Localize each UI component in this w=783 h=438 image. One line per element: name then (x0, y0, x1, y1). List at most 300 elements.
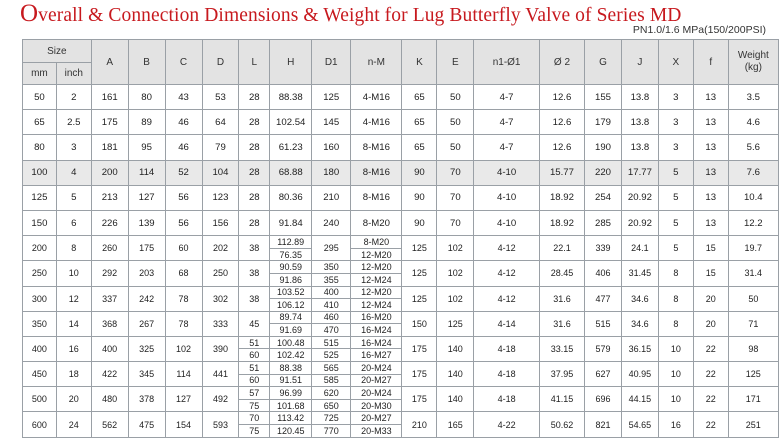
dim-a-cell: 161 (91, 85, 128, 110)
dim-e-cell: 50 (437, 85, 474, 110)
dim-j-cell: 17.77 (621, 160, 658, 185)
dim-c-cell: 114 (165, 362, 202, 387)
size-inch-cell: 8 (56, 236, 91, 261)
header-phi2: Ø 2 (539, 40, 584, 85)
weight-kg-cell: 7.6 (728, 160, 778, 185)
dim-x-cell: 10 (658, 362, 693, 387)
header-weight: Weight (kg) (728, 40, 778, 85)
dim-b-cell: 242 (128, 286, 165, 311)
dim-e-cell: 70 (437, 185, 474, 210)
dim-j-cell: 13.8 (621, 135, 658, 160)
size-mm-cell: 80 (23, 135, 57, 160)
dim-f-cell: 13 (693, 160, 728, 185)
dim-e-cell: 140 (437, 362, 474, 387)
dim-b-cell: 267 (128, 311, 165, 336)
size-inch-cell: 20 (56, 387, 91, 412)
table-row (23, 311, 779, 324)
hole-n1-cell: 4-7 (474, 110, 540, 135)
dim-g-cell: 339 (585, 236, 622, 261)
dim-e-cell: 70 (437, 210, 474, 235)
table-row (23, 85, 779, 110)
size-mm-cell: 200 (23, 236, 57, 261)
dim-phi2-cell: 31.6 (539, 311, 584, 336)
table-row (23, 286, 779, 299)
dim-b-cell: 80 (128, 85, 165, 110)
dim-k-cell: 125 (402, 261, 437, 286)
hole-n1-cell: 4-18 (474, 362, 540, 387)
table-row (23, 387, 779, 400)
dim-x-cell: 5 (658, 236, 693, 261)
dim-l-cell: 28 (239, 85, 270, 110)
size-mm-cell: 300 (23, 286, 57, 311)
dim-x-cell: 8 (658, 311, 693, 336)
dim-d-cell: 104 (202, 160, 239, 185)
dim-k-cell: 175 (402, 362, 437, 387)
dim-l-cell-alt: 75 (239, 425, 270, 438)
dim-d1-cell: 240 (312, 210, 351, 235)
header-n1: n1-Ø1 (474, 40, 540, 85)
dim-g-cell: 821 (585, 412, 622, 437)
bolt-n-m-cell: 20-M27 (351, 412, 402, 425)
hole-n1-cell: 4-18 (474, 387, 540, 412)
dim-j-cell: 36.15 (621, 336, 658, 361)
dim-d1-cell: 160 (312, 135, 351, 160)
dim-h-cell: 96.99 (270, 387, 312, 400)
dim-x-cell: 8 (658, 261, 693, 286)
dim-l-cell: 38 (239, 236, 270, 261)
dim-e-cell: 125 (437, 311, 474, 336)
size-inch-cell: 2.5 (56, 110, 91, 135)
bolt-n-m-cell-alt: 12-M24 (351, 273, 402, 286)
header-f: f (693, 40, 728, 85)
dim-f-cell: 20 (693, 311, 728, 336)
dim-k-cell: 65 (402, 85, 437, 110)
dim-f-cell: 13 (693, 110, 728, 135)
page-title (20, 0, 681, 28)
dim-h-cell-alt: 91.51 (270, 374, 312, 387)
size-mm-cell: 125 (23, 185, 57, 210)
dim-x-cell: 10 (658, 336, 693, 361)
bolt-n-m-cell: 20-M24 (351, 387, 402, 400)
weight-kg-cell: 19.7 (728, 236, 778, 261)
bolt-n-m-cell-alt: 16-M27 (351, 349, 402, 362)
dim-d1-cell: 210 (312, 185, 351, 210)
bolt-n-m-cell: 8-M16 (351, 135, 402, 160)
size-inch-cell: 6 (56, 210, 91, 235)
pressure-rating: PN1.0/1.6 MPa(150/200PSI) (632, 24, 766, 36)
dim-b-cell: 345 (128, 362, 165, 387)
dim-h-cell: 89.74 (270, 311, 312, 324)
size-mm-cell: 450 (23, 362, 57, 387)
header-mm: mm (23, 63, 57, 85)
weight-kg-cell: 3.5 (728, 85, 778, 110)
dim-x-cell: 5 (658, 185, 693, 210)
hole-n1-cell: 4-10 (474, 185, 540, 210)
dim-e-cell: 70 (437, 160, 474, 185)
header-l: L (239, 40, 270, 85)
header-a: A (91, 40, 128, 85)
dim-d1-cell-alt: 525 (312, 349, 351, 362)
size-inch-cell: 2 (56, 85, 91, 110)
dim-c-cell: 154 (165, 412, 202, 437)
bolt-n-m-cell: 12-M20 (351, 261, 402, 274)
dim-d1-cell: 515 (312, 336, 351, 349)
dim-g-cell: 190 (585, 135, 622, 160)
dim-x-cell: 5 (658, 210, 693, 235)
dim-c-cell: 78 (165, 311, 202, 336)
dim-d1-cell-alt: 585 (312, 374, 351, 387)
header-j: J (621, 40, 658, 85)
dim-h-cell: 102.54 (270, 110, 312, 135)
dim-k-cell: 65 (402, 110, 437, 135)
dim-j-cell: 20.92 (621, 210, 658, 235)
dim-k-cell: 90 (402, 160, 437, 185)
dim-h-cell-alt: 102.42 (270, 349, 312, 362)
dim-c-cell: 127 (165, 387, 202, 412)
dim-k-cell: 65 (402, 135, 437, 160)
size-inch-cell: 10 (56, 261, 91, 286)
dim-e-cell: 140 (437, 387, 474, 412)
table-body (23, 85, 779, 438)
hole-n1-cell: 4-12 (474, 236, 540, 261)
size-mm-cell: 600 (23, 412, 57, 437)
dim-c-cell: 52 (165, 160, 202, 185)
dim-d1-cell: 725 (312, 412, 351, 425)
dim-c-cell: 102 (165, 336, 202, 361)
dim-d1-cell: 460 (312, 311, 351, 324)
header-inch: inch (56, 63, 91, 85)
hole-n1-cell: 4-14 (474, 311, 540, 336)
dim-d-cell: 64 (202, 110, 239, 135)
header-b: B (128, 40, 165, 85)
dim-a-cell: 175 (91, 110, 128, 135)
size-inch-cell: 18 (56, 362, 91, 387)
dim-h-cell-alt: 91.86 (270, 273, 312, 286)
table-row (23, 412, 779, 425)
bolt-n-m-cell: 8-M16 (351, 160, 402, 185)
dim-l-cell: 28 (239, 135, 270, 160)
bolt-n-m-cell-alt: 20-M30 (351, 399, 402, 412)
size-inch-cell: 4 (56, 160, 91, 185)
dim-g-cell: 254 (585, 185, 622, 210)
dim-d1-cell: 145 (312, 110, 351, 135)
weight-kg-cell: 10.4 (728, 185, 778, 210)
dim-phi2-cell: 28.45 (539, 261, 584, 286)
dim-e-cell: 50 (437, 135, 474, 160)
dim-h-cell: 112.89 (270, 236, 312, 249)
table-row (23, 362, 779, 375)
bolt-n-m-cell: 8-M16 (351, 185, 402, 210)
dim-x-cell: 3 (658, 110, 693, 135)
dim-b-cell: 95 (128, 135, 165, 160)
dim-l-cell-alt: 60 (239, 349, 270, 362)
dim-d1-cell: 295 (312, 236, 351, 261)
dim-c-cell: 56 (165, 210, 202, 235)
dim-d-cell: 53 (202, 85, 239, 110)
dim-b-cell: 378 (128, 387, 165, 412)
dim-b-cell: 139 (128, 210, 165, 235)
dim-phi2-cell: 18.92 (539, 185, 584, 210)
dim-f-cell: 22 (693, 362, 728, 387)
table-row (23, 336, 779, 349)
dim-phi2-cell: 50.62 (539, 412, 584, 437)
dim-phi2-cell: 12.6 (539, 110, 584, 135)
hole-n1-cell: 4-7 (474, 85, 540, 110)
dim-d-cell: 202 (202, 236, 239, 261)
bolt-n-m-cell-alt: 20-M27 (351, 374, 402, 387)
dim-a-cell: 260 (91, 236, 128, 261)
dim-b-cell: 89 (128, 110, 165, 135)
dim-d-cell: 492 (202, 387, 239, 412)
dim-d-cell: 333 (202, 311, 239, 336)
header-n-m: n-M (351, 40, 402, 85)
hole-n1-cell: 4-18 (474, 336, 540, 361)
table-row (23, 135, 779, 160)
dim-d-cell: 156 (202, 210, 239, 235)
dim-h-cell-alt: 91.69 (270, 324, 312, 337)
dim-x-cell: 3 (658, 135, 693, 160)
dim-h-cell: 88.38 (270, 362, 312, 375)
dim-k-cell: 90 (402, 185, 437, 210)
table-row (23, 185, 779, 210)
dim-x-cell: 3 (658, 85, 693, 110)
size-mm-cell: 350 (23, 311, 57, 336)
table-header (23, 40, 779, 85)
dim-f-cell: 13 (693, 135, 728, 160)
bolt-n-m-cell-alt: 12-M24 (351, 299, 402, 312)
hole-n1-cell: 4-12 (474, 286, 540, 311)
weight-kg-cell: 4.6 (728, 110, 778, 135)
dim-a-cell: 480 (91, 387, 128, 412)
dim-b-cell: 203 (128, 261, 165, 286)
dim-l-cell-alt: 75 (239, 399, 270, 412)
title-text: verall & Connection Dimensions & Weight for Lug Butterfly Valve of Series MD (38, 5, 682, 26)
size-inch-cell: 24 (56, 412, 91, 437)
dim-c-cell: 60 (165, 236, 202, 261)
dim-b-cell: 175 (128, 236, 165, 261)
dim-x-cell: 16 (658, 412, 693, 437)
dim-l-cell: 28 (239, 185, 270, 210)
size-inch-cell: 3 (56, 135, 91, 160)
dim-g-cell: 285 (585, 210, 622, 235)
size-mm-cell: 250 (23, 261, 57, 286)
dim-d-cell: 302 (202, 286, 239, 311)
dim-h-cell: 68.88 (270, 160, 312, 185)
dim-j-cell: 20.92 (621, 185, 658, 210)
dim-x-cell: 5 (658, 160, 693, 185)
size-mm-cell: 150 (23, 210, 57, 235)
dim-f-cell: 13 (693, 85, 728, 110)
dim-phi2-cell: 31.6 (539, 286, 584, 311)
header-h: H (270, 40, 312, 85)
dim-h-cell-alt: 76.35 (270, 248, 312, 261)
size-mm-cell: 50 (23, 85, 57, 110)
dim-phi2-cell: 12.6 (539, 135, 584, 160)
hole-n1-cell: 4-10 (474, 160, 540, 185)
dim-k-cell: 125 (402, 286, 437, 311)
dim-j-cell: 13.8 (621, 110, 658, 135)
size-inch-cell: 12 (56, 286, 91, 311)
dim-a-cell: 200 (91, 160, 128, 185)
dim-h-cell: 61.23 (270, 135, 312, 160)
header-size: Size (23, 40, 92, 63)
dim-a-cell: 213 (91, 185, 128, 210)
dim-k-cell: 175 (402, 387, 437, 412)
dim-f-cell: 15 (693, 236, 728, 261)
dim-k-cell: 90 (402, 210, 437, 235)
dim-f-cell: 20 (693, 286, 728, 311)
dim-d1-cell-alt: 650 (312, 399, 351, 412)
size-inch-cell: 5 (56, 185, 91, 210)
dim-d1-cell-alt: 470 (312, 324, 351, 337)
dim-j-cell: 13.8 (621, 85, 658, 110)
dim-a-cell: 368 (91, 311, 128, 336)
dim-a-cell: 400 (91, 336, 128, 361)
dim-d1-cell: 400 (312, 286, 351, 299)
dim-d1-cell: 180 (312, 160, 351, 185)
dim-k-cell: 150 (402, 311, 437, 336)
dimensions-table (22, 39, 779, 438)
dim-d1-cell-alt: 770 (312, 425, 351, 438)
dim-e-cell: 165 (437, 412, 474, 437)
dim-l-cell-alt: 60 (239, 374, 270, 387)
header-d1: D1 (312, 40, 351, 85)
bolt-n-m-cell-alt: 16-M24 (351, 324, 402, 337)
dim-l-cell: 38 (239, 261, 270, 286)
dim-l-cell: 28 (239, 110, 270, 135)
weight-kg-cell: 171 (728, 387, 778, 412)
size-mm-cell: 400 (23, 336, 57, 361)
bolt-n-m-cell: 16-M20 (351, 311, 402, 324)
weight-kg-cell: 31.4 (728, 261, 778, 286)
dim-a-cell: 181 (91, 135, 128, 160)
dim-h-cell-alt: 106.12 (270, 299, 312, 312)
bolt-n-m-cell: 4-M16 (351, 110, 402, 135)
hole-n1-cell: 4-22 (474, 412, 540, 437)
weight-kg-cell: 98 (728, 336, 778, 361)
dim-c-cell: 46 (165, 135, 202, 160)
dim-b-cell: 127 (128, 185, 165, 210)
dim-phi2-cell: 12.6 (539, 85, 584, 110)
bolt-n-m-cell: 20-M24 (351, 362, 402, 375)
dim-a-cell: 292 (91, 261, 128, 286)
dim-e-cell: 140 (437, 336, 474, 361)
header-c: C (165, 40, 202, 85)
dim-h-cell: 103.52 (270, 286, 312, 299)
dim-j-cell: 44.15 (621, 387, 658, 412)
table-row (23, 210, 779, 235)
dim-x-cell: 10 (658, 387, 693, 412)
dim-j-cell: 34.6 (621, 311, 658, 336)
bolt-n-m-cell-alt: 20-M33 (351, 425, 402, 438)
dim-phi2-cell: 37.95 (539, 362, 584, 387)
dim-d1-cell: 350 (312, 261, 351, 274)
dim-a-cell: 422 (91, 362, 128, 387)
dim-f-cell: 22 (693, 336, 728, 361)
size-inch-cell: 14 (56, 311, 91, 336)
dim-e-cell: 102 (437, 286, 474, 311)
dim-h-cell: 80.36 (270, 185, 312, 210)
dim-g-cell: 220 (585, 160, 622, 185)
dim-phi2-cell: 41.15 (539, 387, 584, 412)
dim-j-cell: 34.6 (621, 286, 658, 311)
dim-l-cell: 51 (239, 336, 270, 349)
dim-f-cell: 22 (693, 412, 728, 437)
dim-phi2-cell: 22.1 (539, 236, 584, 261)
dim-h-cell: 88.38 (270, 85, 312, 110)
dim-e-cell: 102 (437, 261, 474, 286)
dim-h-cell: 90.59 (270, 261, 312, 274)
dim-g-cell: 627 (585, 362, 622, 387)
dim-c-cell: 43 (165, 85, 202, 110)
dim-c-cell: 68 (165, 261, 202, 286)
dim-f-cell: 22 (693, 387, 728, 412)
dim-l-cell: 57 (239, 387, 270, 400)
dim-a-cell: 226 (91, 210, 128, 235)
dim-j-cell: 54.65 (621, 412, 658, 437)
dim-d-cell: 79 (202, 135, 239, 160)
dim-e-cell: 50 (437, 110, 474, 135)
title-initial: O (20, 0, 39, 27)
dim-f-cell: 15 (693, 261, 728, 286)
bolt-n-m-cell-alt: 12-M20 (351, 248, 402, 261)
dim-l-cell: 51 (239, 362, 270, 375)
bolt-n-m-cell: 16-M24 (351, 336, 402, 349)
dim-l-cell: 70 (239, 412, 270, 425)
header-d: D (202, 40, 239, 85)
dim-h-cell: 91.84 (270, 210, 312, 235)
dim-g-cell: 406 (585, 261, 622, 286)
table-row (23, 236, 779, 249)
dim-e-cell: 102 (437, 236, 474, 261)
dim-j-cell: 40.95 (621, 362, 658, 387)
dim-phi2-cell: 15.77 (539, 160, 584, 185)
weight-kg-cell: 125 (728, 362, 778, 387)
dim-d1-cell-alt: 355 (312, 273, 351, 286)
dim-a-cell: 337 (91, 286, 128, 311)
dim-l-cell: 38 (239, 286, 270, 311)
bolt-n-m-cell: 12-M20 (351, 286, 402, 299)
header-g: G (585, 40, 622, 85)
dim-d-cell: 250 (202, 261, 239, 286)
dim-k-cell: 210 (402, 412, 437, 437)
dim-h-cell: 113.42 (270, 412, 312, 425)
dim-l-cell: 28 (239, 160, 270, 185)
dim-h-cell-alt: 101.68 (270, 399, 312, 412)
dim-phi2-cell: 18.92 (539, 210, 584, 235)
dim-x-cell: 8 (658, 286, 693, 311)
dim-g-cell: 696 (585, 387, 622, 412)
bolt-n-m-cell: 8-M20 (351, 210, 402, 235)
table-row (23, 261, 779, 274)
dim-phi2-cell: 33.15 (539, 336, 584, 361)
dim-d-cell: 441 (202, 362, 239, 387)
dim-b-cell: 114 (128, 160, 165, 185)
table-row (23, 110, 779, 135)
weight-kg-cell: 50 (728, 286, 778, 311)
dim-l-cell: 28 (239, 210, 270, 235)
bolt-n-m-cell: 8-M20 (351, 236, 402, 249)
dim-l-cell: 45 (239, 311, 270, 336)
dim-j-cell: 24.1 (621, 236, 658, 261)
dim-h-cell: 100.48 (270, 336, 312, 349)
dim-k-cell: 175 (402, 336, 437, 361)
dim-c-cell: 78 (165, 286, 202, 311)
dim-g-cell: 179 (585, 110, 622, 135)
dim-h-cell-alt: 120.45 (270, 425, 312, 438)
dim-g-cell: 477 (585, 286, 622, 311)
weight-kg-cell: 251 (728, 412, 778, 437)
